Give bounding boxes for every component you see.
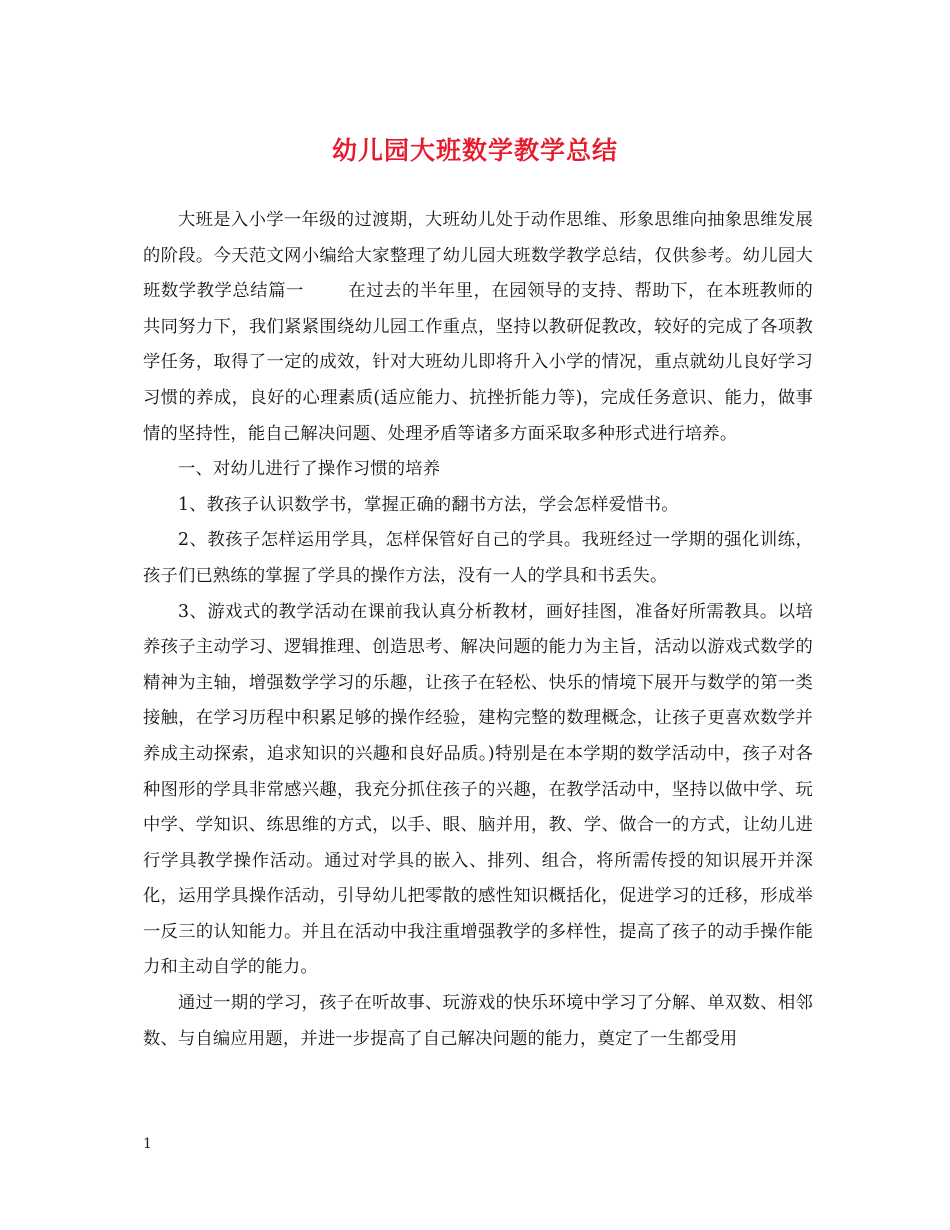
list-item-2-line: 2、教孩子怎样运用学具，怎样保管好自己的学具。我班经过一学期的强化训 — [178, 530, 778, 551]
list-item-3-line: 学活动中，坚持以做中学、玩中学、学知识、练思维的方式，以手、眼、脑并用， — [143, 779, 813, 836]
section-line: 成任务意识、能力，做事情的坚持性，能自己解决问题、处理矛盾等诸多方面采取 — [143, 387, 813, 444]
list-item-3-line: 3、游戏式的教学活动在课前我认真分析教材，画好挂图，准备好所需教具。 — [178, 601, 778, 622]
closing-paragraph — [143, 986, 813, 1057]
page-number: 1 — [143, 1136, 152, 1152]
list-item-1: 1、教孩子认识数学书，掌握正确的翻书方法，学会怎样爱惜书。 — [178, 494, 679, 515]
list-item-3-line: 式数学的精神为主轴，增强数学学习的乐趣，让孩子在轻松、快乐的情境下展开与 — [143, 637, 813, 693]
list-item-3-line: 数学的第一类接触，在学习历程中积累足够的操作经验，建构完整的数理概念，让 — [143, 672, 814, 729]
heading-1: 一、对幼儿进行了操作习惯的培养 — [178, 459, 441, 480]
list-item-3-line: 孩子更喜欢数学并养成主动探索，追求知识的兴趣和良好品质。)特别是在本学期 — [143, 708, 813, 764]
closing-line: 相邻数、与自编应用题，并进一步提高了自己解决问题的能力，奠定了一生都受用 — [143, 993, 813, 1049]
list-item-3 — [143, 595, 813, 987]
list-item-3-line: 的数学活动中，孩子对各种图形的学具非常感兴趣，我充分抓住孩子的兴趣，在教 — [143, 743, 813, 800]
section-line: 多种形式进行培养。 — [580, 423, 738, 444]
list-item-2-line: 练，孩子们已熟练的掌握了学具的操作方法，没有一人的学具和书丢失。 — [143, 530, 814, 586]
section-first-line: 在过去的半年里，在园领导的支持、帮助下，在 — [347, 281, 724, 302]
section-line: 的完成了各项教学任务，取得了一定的成效，针对大班幼儿即将升入小学的情况， — [143, 316, 813, 373]
list-item-3-line: 强教学的多样性，提高了孩子的动手操作能力和主动自学的能力。 — [143, 921, 813, 978]
list-item-2 — [143, 523, 813, 594]
intro-line: 大班是入小学一年级的过渡期，大班幼儿处于动作思维、形象思维向抽象思维 — [178, 210, 778, 230]
document-body — [143, 203, 813, 1057]
list-item-3-line: 组合，将所需传授的知识展开并深化，运用学具操作活动，引导幼儿把零散的感性 — [143, 850, 813, 907]
section-line: 重点就幼儿良好学习习惯的养成，良好的心理素质(适应能力、抗挫折能力等)，完 — [143, 352, 813, 408]
closing-line: 通过一期的学习，孩子在听故事、玩游戏的快乐环境中学习了分解、单双数、 — [178, 993, 778, 1014]
list-item-3-line: 以培养孩子主动学习、逻辑推理、创造思考、解决问题的能力为主旨，活动以游戏 — [143, 601, 814, 658]
list-item-3-line: 知识概括化，促进学习的迁移，形成举一反三的认知能力。并且在活动中我注重增 — [143, 886, 814, 942]
intro-line: 发展的阶段。今天范文网小编给大家整理了幼儿园大班数学教学总结，仅供参考。 — [143, 210, 813, 266]
document-title: 幼儿园大班数学教学总结 — [331, 136, 618, 165]
list-item-3-line: 教、学、做合一的方式，让幼儿进行学具教学操作活动。通过对学具的嵌入、排列、 — [143, 815, 813, 871]
section-label: 幼儿园大班数学教学总结篇一 — [143, 245, 813, 302]
intro-paragraph — [143, 203, 813, 452]
section-line: 本班教师的共同努力下，我们紧紧围绕幼儿园工作重点，坚持以教研促教改，较好 — [143, 281, 813, 337]
